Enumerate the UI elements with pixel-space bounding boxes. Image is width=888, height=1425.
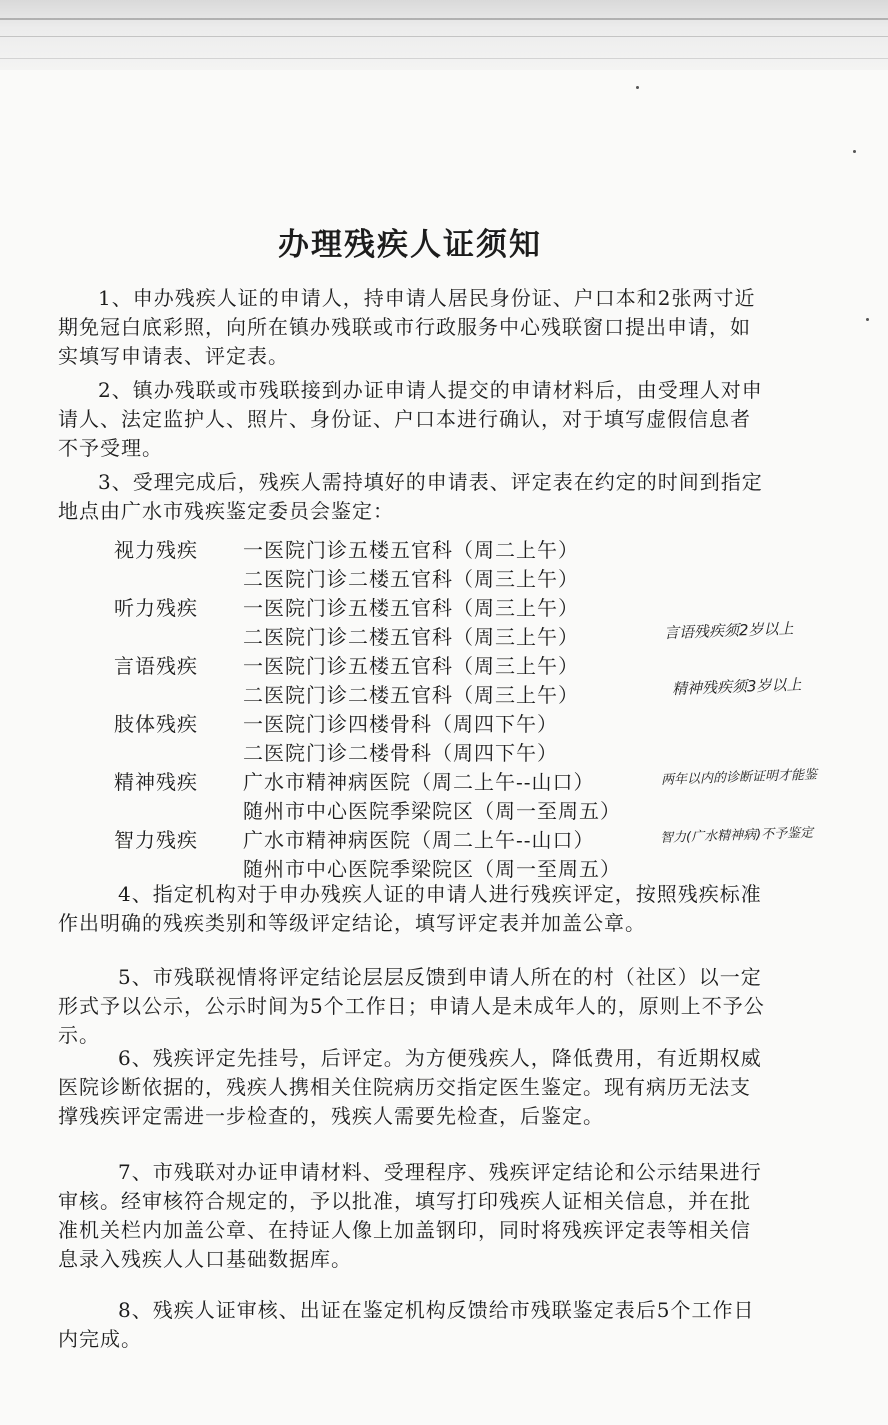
scan-speck	[866, 318, 869, 321]
location-line: 二医院门诊二楼五官科（周三上午）	[243, 567, 579, 591]
paragraph-6: 6、残疾评定先挂号，后评定。为方便残疾人，降低费用，有近期权威医院诊断依据的，残疾人携相关住院病历交指定医生鉴定。现有病历无法支撑残疾评定需进一步检查的，残疾人需要先检查，后鉴定。	[58, 1046, 762, 1128]
category-label: 视力残疾	[114, 538, 198, 562]
scan-line	[0, 58, 888, 59]
location-line: 一医院门诊五楼五官科（周三上午）	[243, 596, 579, 620]
location-line: 广水市精神病医院（周二上午--山口）	[243, 828, 595, 852]
paragraph-5: 5、市残联视情将评定结论层层反馈到申请人所在的村（社区）以一定形式予以公示，公示时间为5个工作日；申请人是未成年人的，原则上不予公示。	[58, 965, 765, 1047]
handwritten-note: 精神残疾须3岁以上	[671, 675, 802, 698]
category-label: 肢体残疾	[114, 712, 198, 736]
handwritten-note: 智力(广水精神病)不予鉴定	[659, 825, 814, 846]
location-line: 一医院门诊四楼骨科（周四下午）	[243, 712, 558, 736]
paragraph-4: 4、指定机构对于申办残疾人证的申请人进行残疾评定，按照残疾标准作出明确的残疾类别和等级评定结论，填写评定表并加盖公章。	[58, 882, 762, 935]
paragraph-3: 3、受理完成后，残疾人需持填好的申请表、评定表在约定的时间到指定地点由广水市残疾鉴定委员会鉴定：	[58, 470, 763, 523]
paragraph-8: 8、残疾人证审核、出证在鉴定机构反馈给市残联鉴定表后5个工作日内完成。	[58, 1298, 755, 1351]
paragraph-7: 7、市残联对办证申请材料、受理程序、残疾评定结论和公示结果进行审核。经审核符合规定的，予以批准，填写打印残疾人证相关信息，并在批准机关栏内加盖公章、在持证人像上加盖钢印，同时将残疾评定表等相关信息录入残疾人人口基础数据库。	[58, 1160, 762, 1271]
scan-speck	[853, 150, 856, 153]
location-line: 二医院门诊二楼五官科（周三上午）	[243, 683, 579, 707]
category-label: 智力残疾	[114, 828, 198, 852]
scan-line	[0, 18, 888, 20]
handwritten-note: 两年以内的诊断证明才能鉴	[660, 767, 818, 788]
handwritten-note: 言语残疾须2岁以上	[663, 619, 794, 642]
scan-line	[0, 36, 888, 37]
document-title: 办理残疾人证须知	[278, 226, 542, 263]
location-line: 二医院门诊二楼五官科（周三上午）	[243, 625, 579, 649]
location-line: 随州市中心医院季梁院区（周一至周五）	[243, 857, 621, 881]
scan-top-edge	[0, 0, 888, 70]
location-line: 二医院门诊二楼骨科（周四下午）	[243, 741, 558, 765]
location-line: 一医院门诊五楼五官科（周二上午）	[243, 538, 579, 562]
paragraph-1: 1、申办残疾人证的申请人，持申请人居民身份证、户口本和2张两寸近期免冠白底彩照，向所在镇办残联或市行政服务中心残联窗口提出申请，如实填写申请表、评定表。	[58, 286, 756, 368]
category-label: 言语残疾	[114, 654, 198, 678]
location-line: 随州市中心医院季梁院区（周一至周五）	[243, 799, 621, 823]
paragraph-2: 2、镇办残联或市残联接到办证申请人提交的申请材料后，由受理人对申请人、法定监护人、照片、身份证、户口本进行确认，对于填写虚假信息者不予受理。	[58, 378, 763, 460]
scan-speck	[636, 86, 639, 89]
category-label: 精神残疾	[114, 770, 198, 794]
location-line: 一医院门诊五楼五官科（周三上午）	[243, 654, 579, 678]
category-label: 听力残疾	[114, 596, 198, 620]
location-line: 广水市精神病医院（周二上午--山口）	[243, 770, 595, 794]
